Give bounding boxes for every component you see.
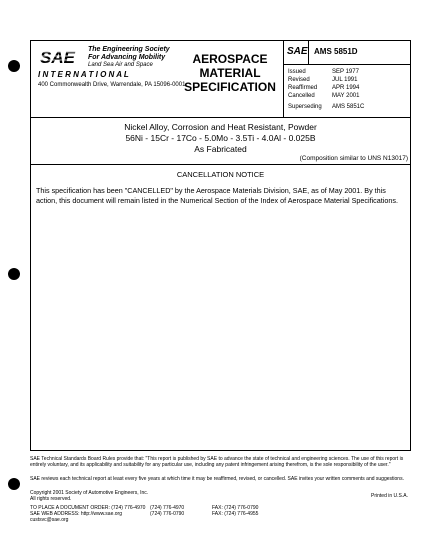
spec-logo-divider bbox=[308, 40, 309, 64]
field-cancelled-label: Cancelled bbox=[288, 93, 315, 99]
field-revised-value: JUL 1991 bbox=[332, 77, 358, 83]
footer-review-note: SAE reviews each technical report at least every five years at which time it may be reaffirmed, revised, or cancelled. SAE invites your written comments and suggestions. bbox=[30, 476, 404, 482]
footer-phone-1: (724) 776-4970 bbox=[150, 505, 185, 511]
field-issued-label: Issued bbox=[288, 69, 306, 75]
org-address: 400 Commonwealth Drive, Warrendale, PA 15096-0001 bbox=[38, 82, 186, 88]
uns-reference: (Composition similar to UNS N13017) bbox=[299, 155, 408, 162]
field-superseding-label: Superseding bbox=[288, 104, 322, 110]
footer-fax-1: FAX: (724) 776-0790 bbox=[212, 505, 259, 511]
svg-text:SAE: SAE bbox=[40, 48, 75, 67]
notice-heading: CANCELLATION NOTICE bbox=[176, 170, 265, 179]
org-international: I N T E R N A T I O N A L bbox=[38, 70, 129, 79]
field-superseding-value: AMS 5851C bbox=[332, 104, 365, 110]
org-tagline-3: Land Sea Air and Space bbox=[88, 62, 153, 68]
footer-order-line-1: TO PLACE A DOCUMENT ORDER: (724) 776-4970 bbox=[30, 505, 146, 511]
material-composition: 56Ni - 15Cr - 17Co - 5.0Mo - 3.5Ti - 4.0Al - 0.025B bbox=[125, 133, 316, 143]
field-issued-value: SEP 1977 bbox=[332, 69, 359, 75]
footer-order-line-2: SAE WEB ADDRESS: http://www.sae.org bbox=[30, 511, 122, 517]
footer-printed: Printed in U.S.A. bbox=[371, 493, 408, 499]
binder-hole-bottom bbox=[8, 478, 20, 490]
notice-divider bbox=[30, 164, 411, 165]
sae-logo-icon bbox=[38, 46, 88, 68]
footer-disclaimer: SAE Technical Standards Board Rules provide that: "This report is published by SAE to advance the state of technical and engineering sciences. The use of this report is entirely voluntary, and its applicability and suitability for any particular use, including any patent infringement arising therefrom, is the sole responsibility of the user." bbox=[30, 456, 404, 468]
doc-type-line-2: MATERIAL bbox=[199, 66, 261, 80]
footer-copyright: Copyright 2001 Society of Automotive Engineers, Inc. bbox=[30, 490, 149, 496]
field-cancelled-value: MAY 2001 bbox=[332, 93, 360, 99]
notice-paragraph: This specification has been "CANCELLED" by the Aerospace Materials Division, SAE, as of May 2001. By this action, this document will remain listed in the Numerical Section of the Index of Aerospace Material Specifications. bbox=[36, 186, 398, 205]
spec-number: AMS 5851D bbox=[314, 47, 358, 56]
page-frame bbox=[30, 40, 411, 451]
footer-phone-2: (724) 776-0790 bbox=[150, 511, 185, 517]
field-reaffirmed-label: Reaffirmed bbox=[288, 85, 318, 91]
material-condition: As Fabricated bbox=[194, 144, 247, 154]
field-reaffirmed-value: APR 1994 bbox=[332, 85, 360, 91]
field-revised-label: Revised bbox=[288, 77, 310, 83]
sae-small-logo-icon: SAE bbox=[287, 46, 308, 57]
spec-number-divider bbox=[283, 64, 411, 65]
logo-column-divider bbox=[283, 40, 284, 117]
doc-type-line-3: SPECIFICATION bbox=[184, 80, 276, 94]
footer-email: custsvc@sae.org bbox=[30, 517, 69, 523]
footer-fax-2: FAX: (724) 776-4955 bbox=[212, 511, 259, 517]
org-tagline-2: For Advancing Mobility bbox=[88, 54, 166, 61]
doc-type-line-1: AEROSPACE bbox=[192, 52, 268, 66]
binder-hole-middle bbox=[8, 268, 20, 280]
binder-hole-top bbox=[8, 60, 20, 72]
org-tagline-1: The Engineering Society bbox=[88, 46, 170, 53]
material-title: Nickel Alloy, Corrosion and Heat Resistant, Powder bbox=[124, 122, 317, 132]
header-divider bbox=[30, 117, 411, 118]
footer-rights: All rights reserved. bbox=[30, 496, 72, 502]
